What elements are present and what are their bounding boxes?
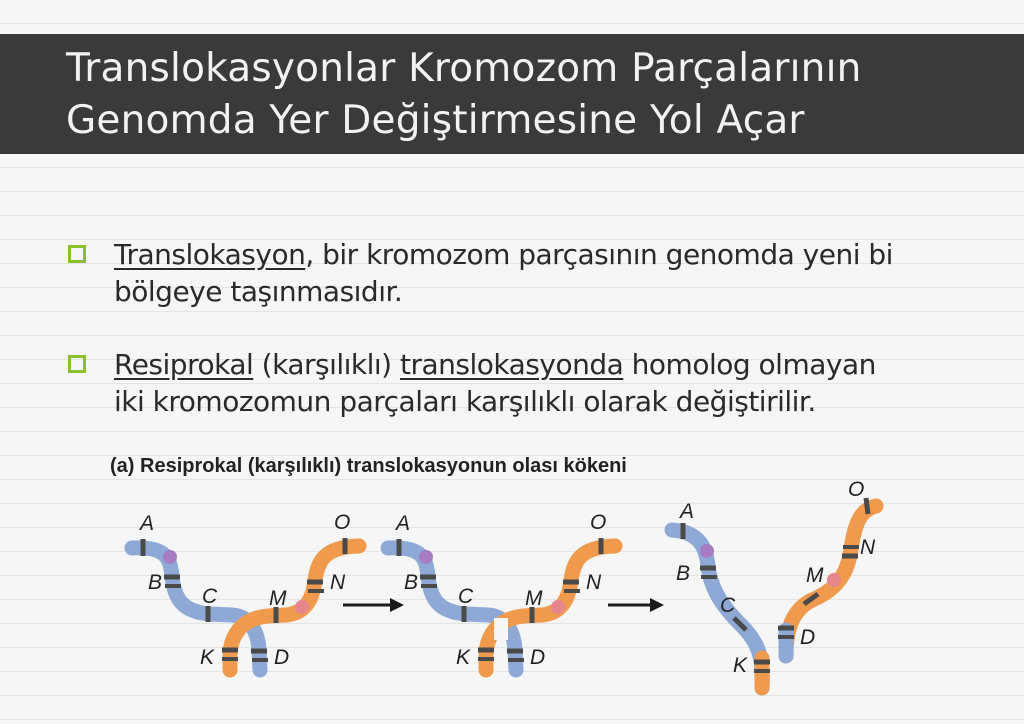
bullet-line-2: bölgeye taşınmasıdır. (114, 275, 403, 308)
label-c: C (202, 585, 218, 608)
label-d: D (800, 626, 816, 649)
label-o: O (590, 511, 607, 534)
label-b: B (404, 571, 419, 594)
arrow-right-icon (608, 598, 664, 612)
bullet-resiprokal (68, 346, 1008, 420)
label-k: K (456, 646, 471, 669)
term-translokasyon: Translokasyon (114, 238, 306, 271)
label-k: K (733, 654, 748, 677)
title-bar (0, 34, 1024, 154)
title-line-2: Genomda Yer Değiştirmesine Yol Açar (66, 98, 805, 143)
figure-caption: (a) Resiprokal (karşılıklı) translokasyonun olası kökeni (110, 455, 627, 477)
bullet-line-1-mid: (karşılıklı) (253, 348, 401, 381)
translocation-diagram (0, 480, 1024, 720)
label-d: D (530, 646, 546, 669)
label-o: O (848, 480, 865, 501)
bullet-line-1 (114, 236, 1008, 273)
label-a: A (140, 512, 155, 535)
label-n: N (586, 571, 602, 594)
stage-1-chromosomes (132, 538, 359, 670)
label-m: M (269, 587, 287, 610)
label-m: M (806, 564, 824, 587)
square-bullet-icon (68, 355, 86, 373)
bullet-text (114, 346, 1008, 420)
term-translokasyonda: translokasyonda (400, 348, 624, 381)
label-a: A (396, 512, 411, 535)
term-resiprokal: Resiprokal (114, 348, 254, 381)
label-b: B (148, 571, 163, 594)
arrow-right-icon (343, 598, 404, 612)
label-n: N (860, 536, 876, 559)
bullet-line-2: iki kromozomun parçaları karşılıklı olarak değiştirilir. (114, 385, 816, 418)
bullet-line-1-rest: homolog olmayan (623, 348, 876, 381)
label-b: B (676, 562, 691, 585)
stage-2-chromosomes (388, 538, 615, 670)
bullet-translokasyon (68, 236, 1008, 310)
title-line-1: Translokasyonlar Kromozom Parçalarının (66, 46, 862, 91)
square-bullet-icon (68, 245, 86, 263)
stage-3-chromosomes (672, 498, 876, 688)
label-k: K (200, 646, 215, 669)
label-a: A (680, 500, 695, 523)
label-c: C (720, 594, 736, 617)
label-o: O (334, 511, 351, 534)
label-d: D (274, 646, 290, 669)
bullet-text (114, 236, 1008, 310)
label-n: N (330, 571, 346, 594)
label-c: C (458, 585, 474, 608)
label-m: M (525, 587, 543, 610)
bullet-line-1 (114, 346, 1008, 383)
bullet-line-1-rest: , bir kromozom parçasının genomda yeni bi (305, 238, 893, 271)
